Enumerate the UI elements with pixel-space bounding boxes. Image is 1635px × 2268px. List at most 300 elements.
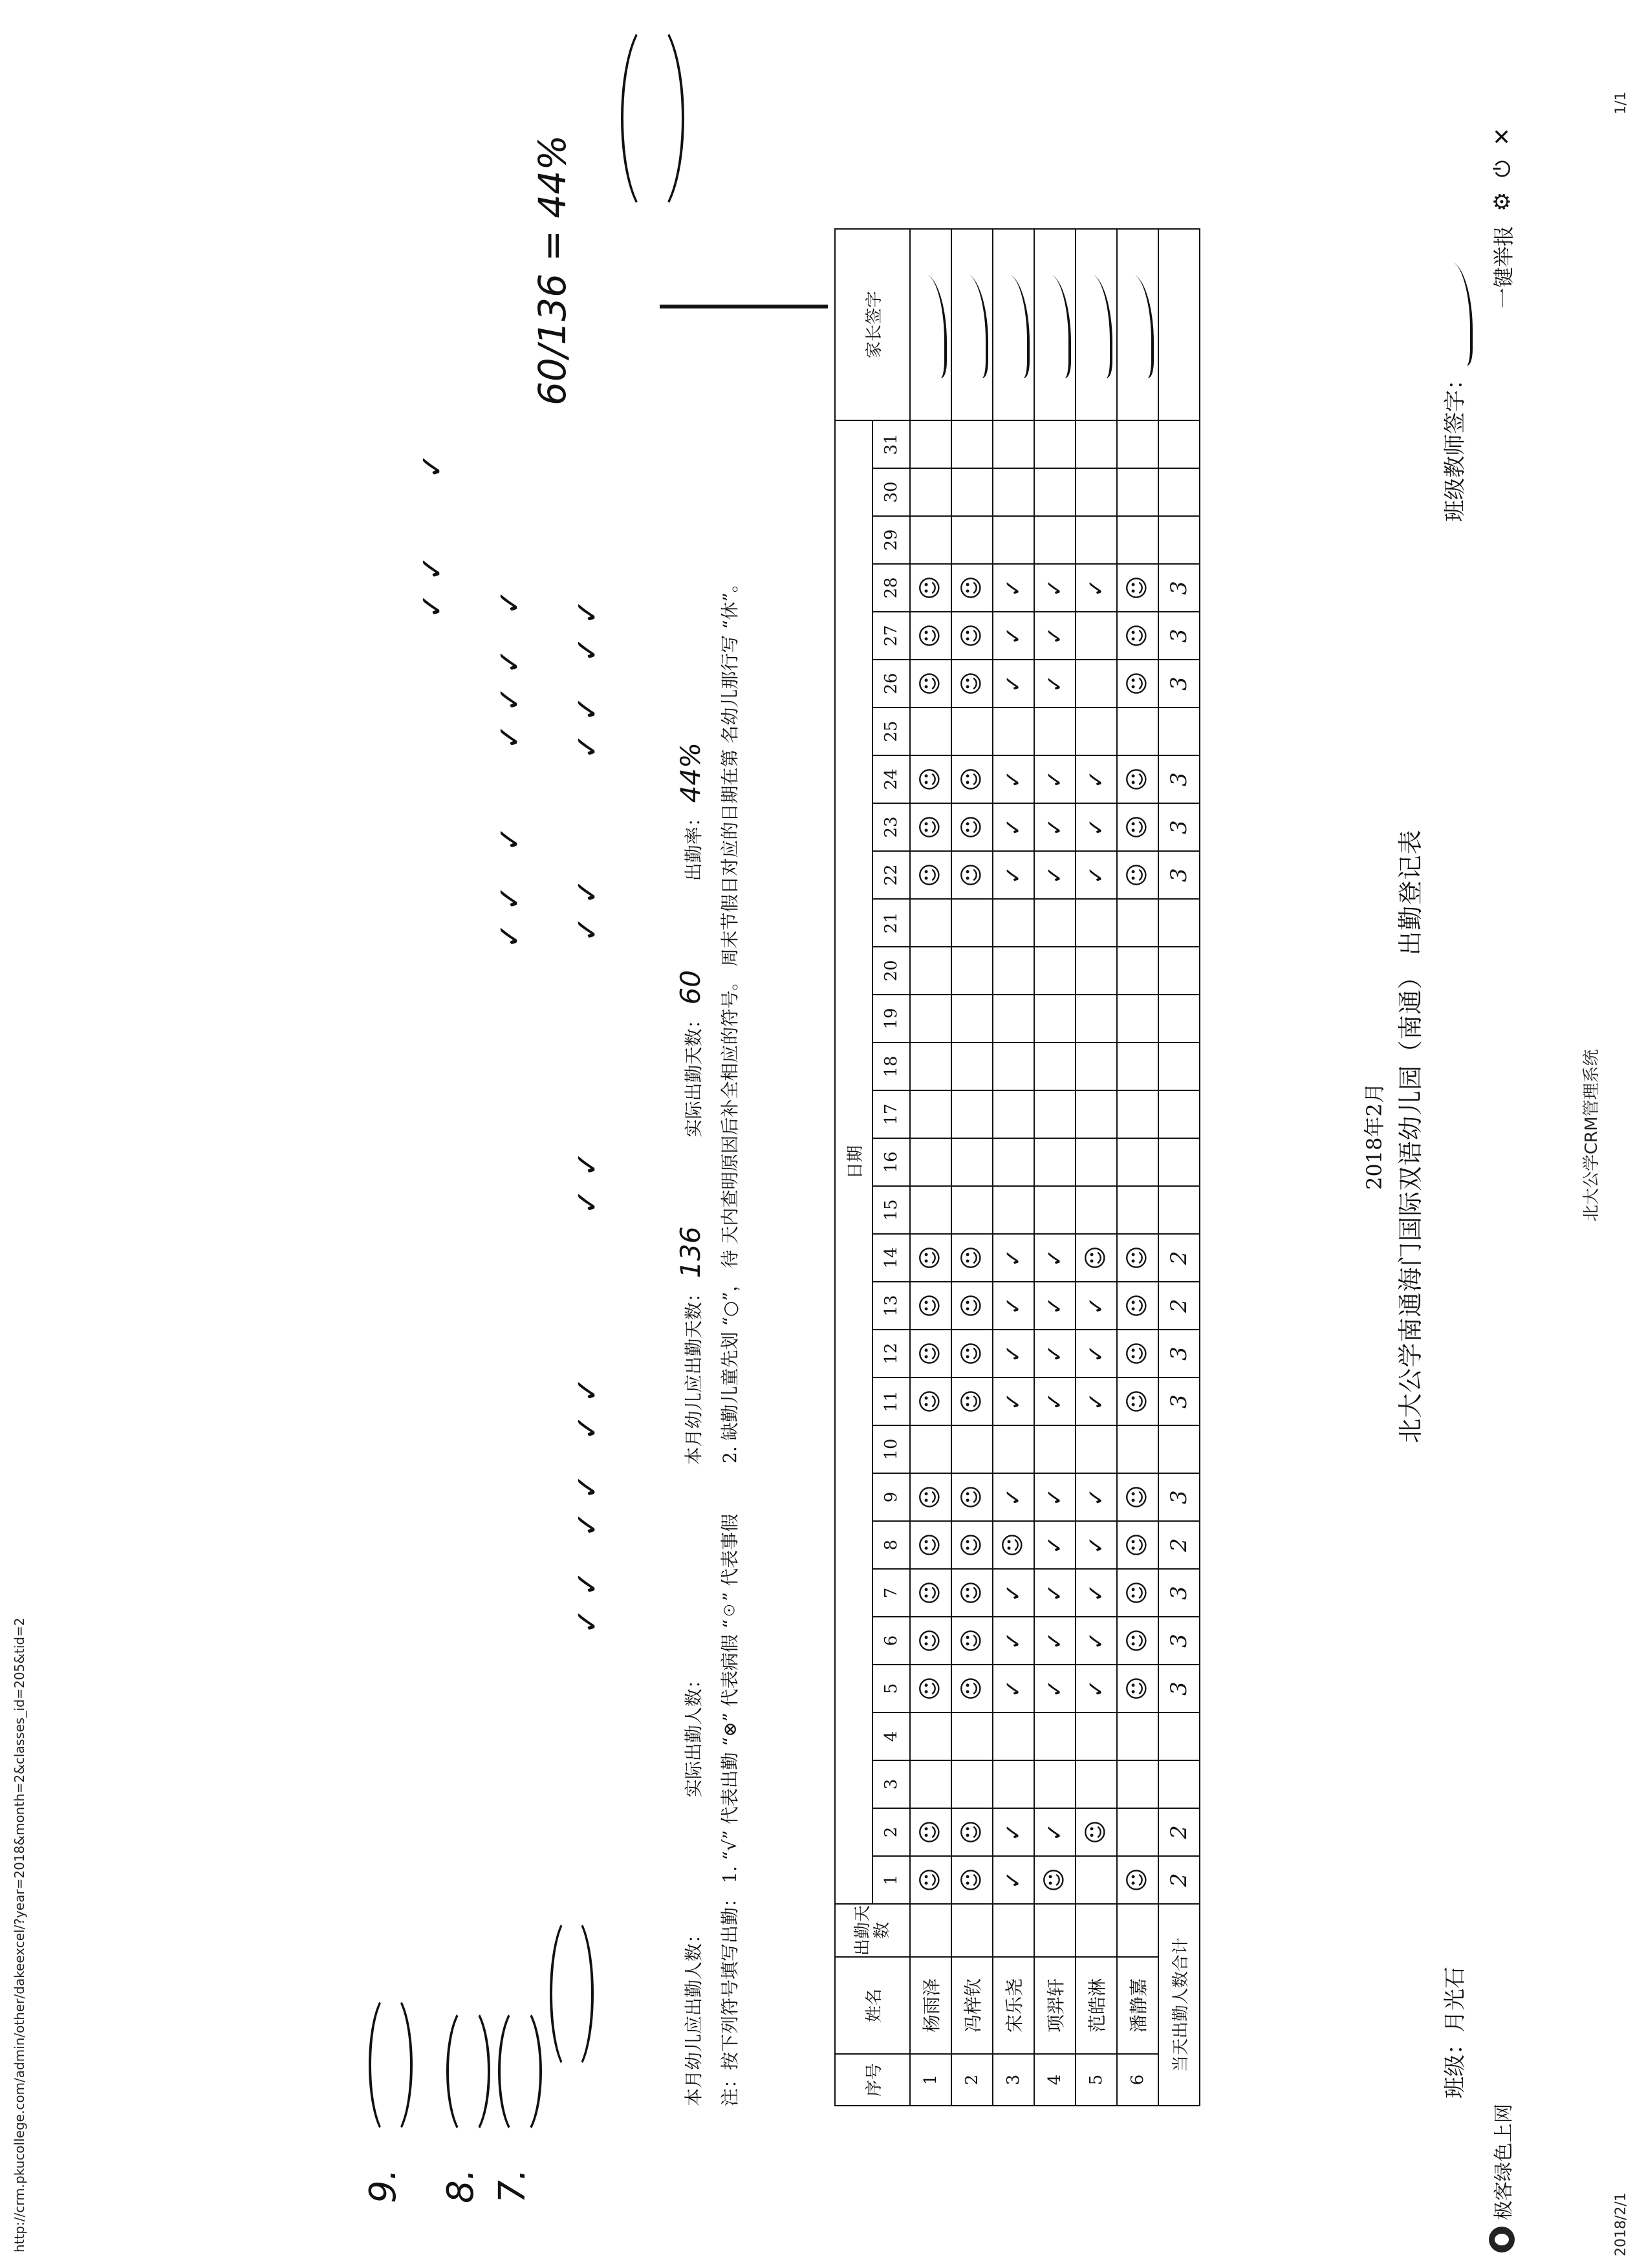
face-mark-icon: ☺ [917,1820,944,1844]
day-cell [951,1665,993,1712]
face-mark-icon: ☺ [1041,1868,1068,1892]
day-total-value: 3 [1165,868,1192,882]
row-attendance-days [1034,1904,1076,1957]
print-system-name: 北大公学CRM管理系统 [1582,1049,1601,1222]
checkmark-icon: ✓ [1041,1631,1068,1650]
header-index: 序号 [835,2054,910,2106]
day-cell [1034,516,1076,564]
checkmark-icon: ✓ [1041,1392,1068,1411]
parent-signature-cell [1034,229,1076,420]
day-cell [951,1234,993,1282]
day-cell [993,803,1034,851]
day-total-cell [1158,420,1200,468]
day-cell [1076,1712,1117,1760]
day-cell [993,468,1034,516]
checkmark-icon: ✓ [1000,578,1026,598]
day-total-cell [1158,1473,1200,1521]
handwritten-bracket-stroke [660,305,828,308]
day-header: 11 [872,1377,910,1425]
face-mark-icon: ☺ [1124,1581,1151,1605]
actual-people-label: 实际出勤人数： [683,1670,704,1798]
checkmark-icon: ✓ [1083,770,1109,789]
day-header: 20 [872,947,910,995]
face-mark-icon: ☺ [1000,1533,1026,1557]
parent-signature-cell [951,229,993,420]
totals-row [1158,229,1200,2106]
day-cell [951,803,993,851]
checkmark-icon: ✓ [1000,1487,1026,1507]
face-mark-icon: ☺ [1124,1341,1151,1366]
face-mark-icon: ☺ [958,1389,985,1414]
day-cell [1034,612,1076,660]
day-cell [1034,1425,1076,1473]
day-cell [1034,1042,1076,1090]
day-cell [1117,1234,1158,1282]
expected-people-label: 本月幼儿应出勤人数： [683,1925,704,2106]
checkmark-icon: ✓ [1000,1248,1026,1268]
day-total-cell [1158,516,1200,564]
day-cell [1034,1665,1076,1712]
day-cell [1076,851,1117,899]
day-cell [1034,851,1076,899]
day-cell [1076,1042,1117,1090]
day-total-value: 3 [1165,1586,1192,1600]
day-total-cell [1158,803,1200,851]
day-total-cell [1158,1569,1200,1617]
day-cell [1076,803,1117,851]
toolbar [1488,127,1517,308]
day-cell [993,707,1034,755]
day-header: 26 [872,660,910,707]
day-cell [993,420,1034,468]
handwritten-checkmarks-row-2: ✓✓ ✓✓ ✓✓ [569,587,605,942]
table-row [1117,229,1158,2106]
day-cell [993,516,1034,564]
day-cell [910,1425,951,1473]
row-child-name: 范皓淋 [1076,1957,1117,2054]
day-cell [910,1138,951,1186]
day-cell [951,1617,993,1665]
day-cell [1034,1473,1076,1521]
day-cell [1117,1712,1158,1760]
checkmark-icon: ✓ [1083,1583,1109,1603]
row-child-name: 宋乐尧 [993,1957,1034,2054]
row-child-name: 冯梓钦 [951,1957,993,2054]
actual-days-value: 60 [675,970,706,1005]
day-cell [1076,1186,1117,1234]
day-cell [951,1856,993,1904]
day-cell [1034,1521,1076,1569]
day-cell [910,420,951,468]
face-mark-icon: ☺ [1124,623,1151,648]
day-total-cell [1158,1090,1200,1138]
day-cell [910,612,951,660]
checkmark-icon: ✓ [1000,1870,1026,1890]
day-cell [1076,1377,1117,1425]
day-total-value: 3 [1165,1634,1192,1648]
day-cell [993,1808,1034,1856]
checkmark-icon: ✓ [1000,1344,1026,1363]
day-cell [1117,1808,1158,1856]
row-index: 1 [910,2054,951,2106]
parent-signature-scribble [997,268,1030,380]
checkmark-icon: ✓ [1083,1679,1109,1698]
day-header: 10 [872,1425,910,1473]
day-cell [993,899,1034,947]
checkmark-icon: ✓ [1083,1487,1109,1507]
header-days: 出勤天数 [835,1904,910,1957]
day-header: 25 [872,707,910,755]
day-header: 21 [872,899,910,947]
checkmark-icon: ✓ [1041,1535,1068,1555]
day-cell [1034,995,1076,1042]
day-header: 12 [872,1330,910,1377]
day-total-cell [1158,468,1200,516]
day-cell [1117,947,1158,995]
day-header: 23 [872,803,910,851]
day-cell [1076,516,1117,564]
table-row [1076,229,1117,2106]
day-cell [1117,1569,1158,1617]
close-icon[interactable]: ✕ [1489,127,1515,146]
face-mark-icon: ☺ [1124,815,1151,839]
day-header: 17 [872,1090,910,1138]
face-mark-icon: ☺ [958,1581,985,1605]
day-cell [1117,468,1158,516]
expected-days-value: 136 [675,1226,706,1279]
expected-days-label: 本月幼儿应出勤天数： [683,1284,704,1465]
day-cell [951,660,993,707]
row-index: 2 [951,2054,993,2106]
day-total-cell [1158,851,1200,899]
day-cell [951,612,993,660]
face-mark-icon: ☺ [958,623,985,648]
note-line-1 [712,166,748,2106]
note-prefix: 注：按下列符号填写出勤： [719,1888,741,2106]
day-cell [1117,755,1158,803]
parent-signature-cell [1076,229,1117,420]
day-total-cell [1158,1712,1200,1760]
face-mark-icon: ☺ [958,1628,985,1653]
day-cell [1076,755,1117,803]
day-cell [1034,1617,1076,1665]
day-cell [1076,564,1117,612]
handwritten-name-scribble-3 [446,2004,490,2139]
day-total-cell [1158,1377,1200,1425]
face-mark-icon: ☺ [1083,1246,1109,1270]
totals-label: 当天出勤人数合计 [1158,1904,1200,2106]
day-header: 18 [872,1042,910,1090]
day-cell [910,1808,951,1856]
face-mark-icon: ☺ [958,1533,985,1557]
day-header: 16 [872,1138,910,1186]
sheet-month: 2018年2月 [1362,1083,1387,1190]
day-cell [993,1617,1034,1665]
handwritten-side-note-scribble [621,19,684,218]
day-header: 3 [872,1760,910,1808]
checkmark-icon: ✓ [1000,770,1026,789]
day-cell [1034,899,1076,947]
checkmark-icon: ✓ [1000,1583,1026,1603]
day-cell [910,995,951,1042]
day-cell [1034,1234,1076,1282]
day-cell [1034,1330,1076,1377]
face-mark-icon: ☺ [958,576,985,600]
day-total-cell [1158,899,1200,947]
face-mark-icon: ☺ [1124,767,1151,792]
day-cell [1117,1521,1158,1569]
report-link[interactable]: 一键举报 [1491,225,1516,308]
day-cell [1076,899,1117,947]
checkmark-icon: ✓ [1041,1296,1068,1315]
day-total-cell [1158,1330,1200,1377]
face-mark-icon: ☺ [1124,1246,1151,1270]
row-attendance-days [1117,1904,1158,1957]
day-cell [993,564,1034,612]
day-header: 14 [872,1234,910,1282]
print-date: 2018/2/1 [1613,2192,1629,2256]
day-cell [1117,1425,1158,1473]
checkmark-icon: ✓ [1041,578,1068,598]
checkmark-icon: ✓ [1041,1487,1068,1507]
day-cell [910,564,951,612]
face-mark-icon: ☺ [958,1820,985,1844]
face-mark-icon: ☺ [1124,1293,1151,1318]
face-mark-icon: ☺ [917,671,944,696]
parent-signature-scribble [1080,268,1112,380]
day-cell [993,851,1034,899]
day-cell [1076,1665,1117,1712]
day-cell [1034,947,1076,995]
day-total-value: 3 [1165,1490,1192,1504]
day-total-cell [1158,1856,1200,1904]
day-header: 7 [872,1569,910,1617]
day-total-cell [1158,1042,1200,1090]
handwritten-checkmarks-row-4: ✓✓ ✓ [414,441,450,619]
day-cell [951,755,993,803]
handwritten-checkmarks-row-3: ✓✓ ✓ ✓✓✓ ✓ [492,578,528,949]
handwritten-name-scribble-1 [550,1914,594,2074]
day-cell [951,995,993,1042]
class-label: 班级： [1442,2033,1468,2099]
day-cell [1076,1808,1117,1856]
day-cell [951,947,993,995]
day-cell [993,1473,1034,1521]
day-cell [910,468,951,516]
day-header: 2 [872,1808,910,1856]
day-total-value: 2 [1165,1825,1192,1839]
day-cell [1117,1090,1158,1138]
day-header: 6 [872,1617,910,1665]
day-cell [910,851,951,899]
row-attendance-days [1076,1904,1117,1957]
note-1: 1. “√” 代表出勤 “⊗” 代表病假 “☉” 代表事假 [719,1513,741,1884]
checkmark-icon: ✓ [1041,1822,1068,1842]
day-cell [910,755,951,803]
day-total-cell [1158,755,1200,803]
face-mark-icon: ☺ [958,1868,985,1892]
day-cell [910,707,951,755]
handwritten-list-9: 9. [362,2168,404,2203]
day-cell [1117,420,1158,468]
handwritten-list-8: 8. [440,2168,482,2203]
checkmark-icon: ✓ [1083,1535,1109,1555]
day-total-value: 3 [1165,629,1192,643]
rate-label: 出勤率： [683,808,704,881]
face-mark-icon: ☺ [1124,1389,1151,1414]
face-mark-icon: ☺ [1083,1820,1109,1844]
brand-label: 极客绿色上网 [1493,2104,1515,2220]
day-cell [993,1330,1034,1377]
face-mark-icon: ☺ [917,576,944,600]
day-cell [1117,1377,1158,1425]
face-mark-icon: ☺ [917,863,944,887]
row-index: 6 [1117,2054,1158,2106]
day-cell [910,660,951,707]
day-cell [1034,1138,1076,1186]
day-cell [1076,420,1117,468]
row-attendance-days [993,1904,1034,1957]
face-mark-icon: ☺ [917,1389,944,1414]
checkmark-icon: ✓ [1083,1392,1109,1411]
day-total-cell [1158,1138,1200,1186]
checkmark-icon: ✓ [1041,1679,1068,1698]
day-total-value: 2 [1165,1299,1192,1313]
sheet-title: 北大公学南通海门国际双语幼儿园（南通） 出勤登记表 [1396,829,1425,1443]
day-cell [1034,1808,1076,1856]
day-total-cell [1158,995,1200,1042]
face-mark-icon: ☺ [958,1676,985,1701]
day-cell [1034,1712,1076,1760]
day-cell [910,1665,951,1712]
day-cell [993,612,1034,660]
power-icon[interactable]: ⏻ [1489,160,1515,178]
actual-days-label: 实际出勤天数： [683,1010,704,1138]
face-mark-icon: ☺ [917,1485,944,1509]
note-2: 2. 缺勤儿童先划 “○”， 待 天内查明原因后补全相应的符号。 [719,972,741,1463]
face-mark-icon: ☺ [917,1868,944,1892]
day-cell [951,420,993,468]
day-cell [1117,516,1158,564]
day-total-cell [1158,564,1200,612]
day-cell [1034,468,1076,516]
face-mark-icon: ☺ [1124,1628,1151,1653]
day-cell [993,660,1034,707]
day-header: 5 [872,1665,910,1712]
day-total-value: 3 [1165,820,1192,834]
day-cell [993,1186,1034,1234]
day-cell [1076,1090,1117,1138]
checkmark-icon: ✓ [1000,674,1026,693]
day-cell [910,516,951,564]
day-cell [951,468,993,516]
day-cell [910,1521,951,1569]
day-cell [1117,1282,1158,1330]
print-url: http://crm.pkucollege.com/admin/other/dakeexcel/?year=2018&month=2&classes_id=205&tid=2 [12,1617,27,2252]
table-row [993,229,1034,2106]
day-cell [1076,1473,1117,1521]
day-cell [1117,564,1158,612]
parent-signature-cell [1117,229,1158,420]
day-cell [951,1377,993,1425]
day-cell [1076,1330,1117,1377]
day-cell [1117,995,1158,1042]
day-cell [1034,803,1076,851]
day-cell [1117,1617,1158,1665]
day-cell [1076,1617,1117,1665]
day-total-cell [1158,1282,1200,1330]
day-header: 9 [872,1473,910,1521]
day-cell [951,851,993,899]
day-cell [1034,1090,1076,1138]
parent-signature-scribble [956,268,988,380]
day-total-cell [1158,1521,1200,1569]
gear-icon[interactable]: ⚙ [1489,191,1515,211]
teacher-signature-label: 班级教师签字： [1442,368,1468,522]
day-total-cell [1158,1808,1200,1856]
parent-signature-scribble [1039,268,1071,380]
day-cell [910,1473,951,1521]
day-cell [993,1569,1034,1617]
checkmark-icon: ✓ [1083,578,1109,598]
face-mark-icon: ☺ [1124,576,1151,600]
face-mark-icon: ☺ [917,1341,944,1366]
summary-notes [673,166,748,2106]
checkmark-icon: ✓ [1041,1344,1068,1363]
row-child-name: 潘静嘉 [1117,1957,1158,2054]
day-cell [951,1282,993,1330]
day-cell [910,1234,951,1282]
brand[interactable] [1488,2104,1516,2252]
day-cell [993,1665,1034,1712]
day-cell [1034,420,1076,468]
day-cell [910,1282,951,1330]
day-header: 13 [872,1282,910,1330]
day-header: 8 [872,1521,910,1569]
checkmark-icon: ✓ [1000,1679,1026,1698]
day-cell [1034,1569,1076,1617]
day-cell [993,1377,1034,1425]
checkmark-icon: ✓ [1000,1392,1026,1411]
day-cell [1034,1760,1076,1808]
face-mark-icon: ☺ [917,815,944,839]
day-cell [951,1090,993,1138]
day-cell [1117,1042,1158,1090]
parent-signature-scribble [915,268,947,380]
checkmark-icon: ✓ [1083,1631,1109,1650]
table-row [910,229,951,2106]
day-header: 22 [872,851,910,899]
day-cell [951,1569,993,1617]
row-index: 4 [1034,2054,1076,2106]
day-cell [1117,1665,1158,1712]
attendance-table [834,228,1200,2106]
header-name: 姓名 [835,1957,910,2054]
day-cell [951,1521,993,1569]
day-cell [1076,1569,1117,1617]
face-mark-icon: ☺ [958,1485,985,1509]
day-cell [1034,1186,1076,1234]
face-mark-icon: ☺ [917,1246,944,1270]
day-cell [910,1330,951,1377]
face-mark-icon: ☺ [958,1341,985,1366]
day-cell [910,1090,951,1138]
day-total-cell [1158,612,1200,660]
day-cell [1034,755,1076,803]
teacher-signature-line [1437,264,1473,522]
day-total-cell [1158,1425,1200,1473]
checkmark-icon: ✓ [1000,865,1026,885]
